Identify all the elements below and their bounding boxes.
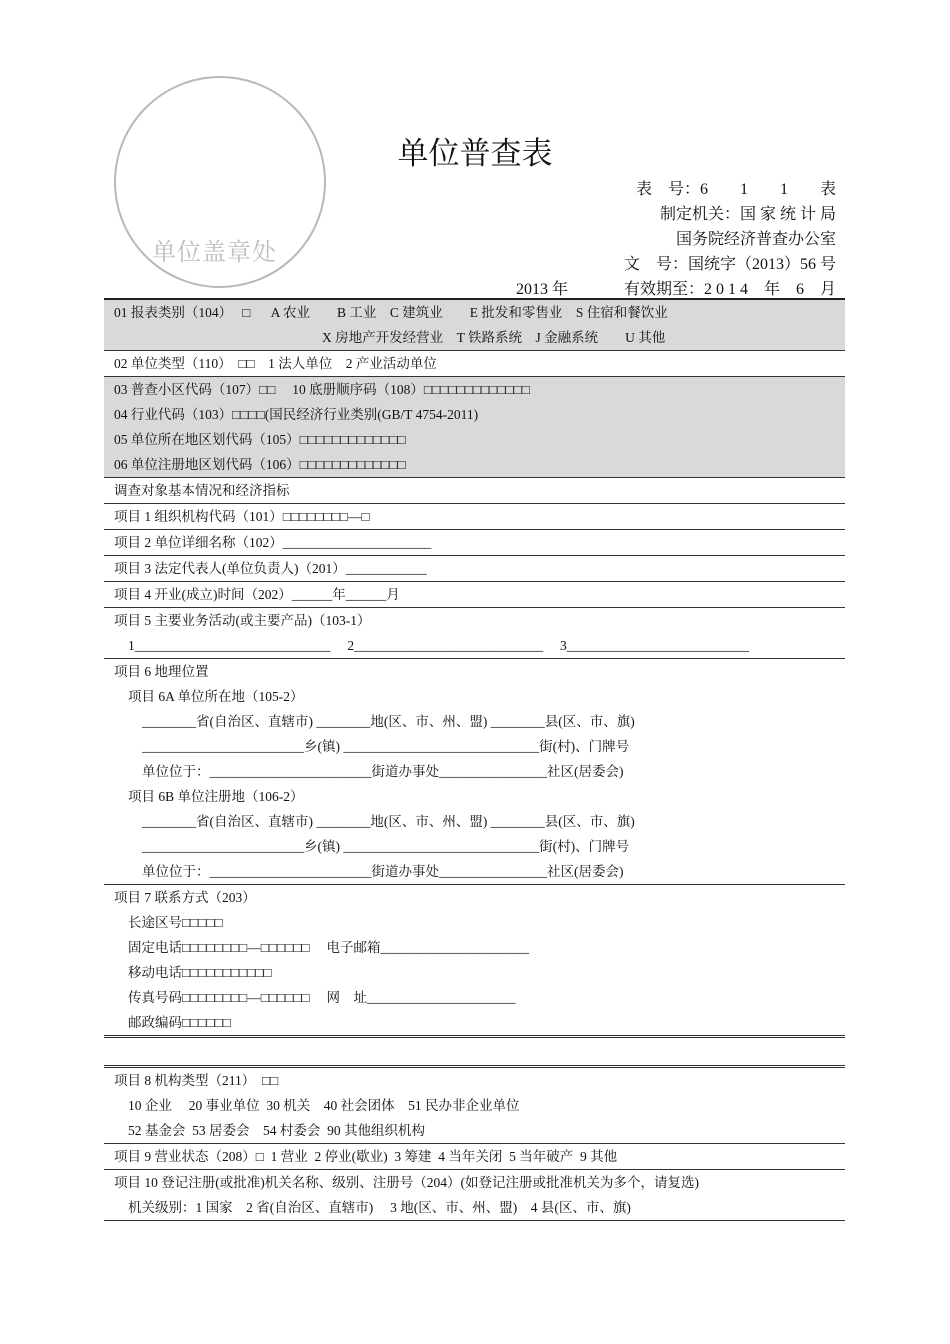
- form-line: 邮政编码□□□□□□: [128, 1015, 231, 1030]
- form-line: ________省(自治区、直辖市) ________地(区、市、州、盟) ________县(区、市、旗): [142, 714, 635, 729]
- form-line: 项目 7 联系方式（203）: [114, 890, 256, 905]
- form-bottom-rule: [104, 1220, 845, 1221]
- form-line: 05 单位所在地区划代码（105）□□□□□□□□□□□□□: [114, 432, 406, 447]
- seal-label: 单位盖章处: [152, 238, 277, 266]
- form-line: 06 单位注册地区划代码（106）□□□□□□□□□□□□□: [114, 457, 406, 472]
- form-line: 项目 9 营业状态（208）□ 1 营业 2 停业(歇业) 3 筹建 4 当年关闭 5 当年破产 9 其他: [114, 1149, 618, 1164]
- issuing-authority: 制定机关：国 家 统 计 局: [659, 206, 836, 223]
- form-section-report-type: [104, 298, 845, 350]
- form-section-item-4: [104, 581, 845, 607]
- page-title: 单位普查表: [397, 136, 553, 171]
- form-line: 1_____________________________ 2____________________________ 3___________________________: [128, 638, 749, 653]
- form-line: 52 基金会 53 居委会 54 村委会 90 其他组织机构: [128, 1123, 425, 1138]
- form-section-item-8: [104, 1065, 845, 1143]
- issuing-office: 国务院经济普查办公室: [675, 231, 836, 248]
- seal-area: [114, 76, 326, 288]
- form-line: 项目 4 开业(成立)时间（202）______年______月: [114, 587, 400, 602]
- form-line: 单位位于：________________________街道办事处________________社区(居委会): [142, 864, 624, 879]
- form-section-item-3: [104, 555, 845, 581]
- form-line: ________________________乡(镇) _____________________________街(村)、门牌号: [142, 739, 630, 754]
- form-section-item-9: [104, 1143, 845, 1169]
- form-line: 02 单位类型（110） □□ 1 法人单位 2 产业活动单位: [114, 356, 437, 371]
- census-form: [104, 298, 845, 1221]
- form-line: 固定电话□□□□□□□□—□□□□□□ 电子邮箱______________________: [128, 940, 530, 955]
- form-line: 03 普查小区代码（107）□□ 10 底册顺序码（108）□□□□□□□□□□□□□: [114, 382, 530, 397]
- form-line: 项目 6 地理位置: [114, 664, 209, 679]
- form-line: 04 行业代码（103）□□□□(国民经济行业类别(GB/T 4754-2011): [114, 407, 479, 422]
- form-line: 10 企业 20 事业单位 30 机关 40 社会团体 51 民办非企业单位: [128, 1098, 520, 1113]
- form-section-item-2: [104, 529, 845, 555]
- form-line: ________________________乡(镇) _____________________________街(村)、门牌号: [142, 839, 630, 854]
- form-section-item-5: [104, 607, 845, 658]
- document-number: 文 号：国统字（2013）56 号: [623, 256, 836, 273]
- form-line: 01 报表类别（104） □ A 农业 B 工业 C 建筑业 E 批发和零售业 S 住宿和餐饮业: [114, 305, 668, 320]
- form-line: 调查对象基本情况和经济指标: [114, 483, 290, 498]
- form-section-basic-info: [104, 477, 845, 503]
- form-section-item-7: [104, 884, 845, 1035]
- form-number: 表 号：6 1 1 表: [635, 181, 836, 198]
- form-line: X 房地产开发经营业 T 铁路系统 J 金融系统 U 其他: [322, 330, 666, 345]
- form-line: 项目 5 主要业务活动(或主要产品)（103-1）: [114, 613, 371, 628]
- form-section-unit-type: [104, 350, 845, 376]
- form-line: 项目 2 单位详细名称（102）______________________: [114, 535, 432, 550]
- issue-year: 2013 年: [516, 281, 569, 298]
- form-section-item-6: [104, 658, 845, 884]
- form-line: 项目 10 登记注册(或批准)机关名称、级别、注册号（204）(如登记注册或批准机关为多个，请复选): [114, 1175, 699, 1190]
- validity-date: 有效期至：2 0 1 4 年 6 月: [623, 281, 836, 298]
- form-line: 传真号码□□□□□□□□—□□□□□□ 网 址______________________: [128, 990, 516, 1005]
- form-line: ________省(自治区、直辖市) ________地(区、市、州、盟) ________县(区、市、旗): [142, 814, 635, 829]
- form-section-item-10: [104, 1169, 845, 1220]
- form-line: 长途区号□□□□□: [128, 915, 223, 930]
- section-gap: [104, 1035, 845, 1065]
- form-line: 项目 6B 单位注册地（106-2）: [128, 789, 304, 804]
- form-line: 项目 8 机构类型（211） □□: [114, 1073, 279, 1088]
- form-section-codes: [104, 376, 845, 477]
- form-line: 项目 3 法定代表人(单位负责人)（201）____________: [114, 561, 427, 576]
- form-line: 项目 6A 单位所在地（105-2）: [128, 689, 304, 704]
- form-line: 单位位于：________________________街道办事处________________社区(居委会): [142, 764, 624, 779]
- form-line: 移动电话□□□□□□□□□□□: [128, 965, 272, 980]
- form-line: 项目 1 组织机构代码（101）□□□□□□□□—□: [114, 509, 370, 524]
- form-section-item-1: [104, 503, 845, 529]
- form-line: 机关级别：1 国家 2 省(自治区、直辖市) 3 地(区、市、州、盟) 4 县(区、市、旗): [128, 1200, 631, 1215]
